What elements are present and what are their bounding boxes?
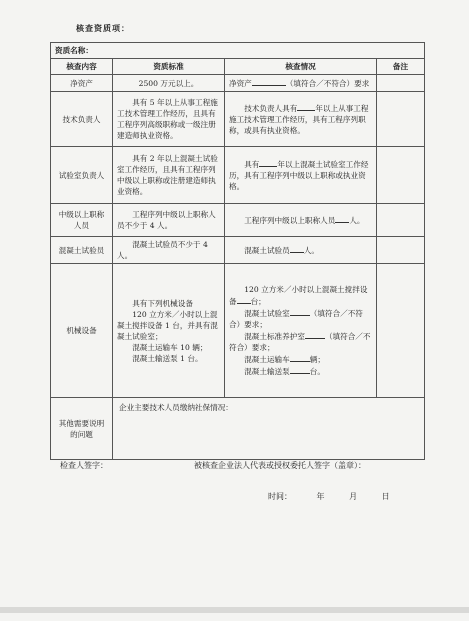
fill-blank[interactable]: [237, 295, 251, 304]
month-label: 月: [349, 492, 358, 501]
row-item: 混凝土试验员: [51, 237, 113, 264]
row-remark[interactable]: [377, 237, 425, 264]
table-row: [51, 237, 425, 264]
fill-blank[interactable]: [290, 353, 310, 362]
row-item: 技术负责人: [51, 92, 113, 147]
qualification-name-label: 资质名称：: [55, 46, 93, 55]
page-bottom-edge: [0, 607, 469, 613]
fill-blank[interactable]: [335, 214, 349, 223]
row-standard: 具有下列机械设备 120 立方米／小时以上混凝土搅拌设备 1 台，并具有混凝土试验室； 混凝土运输车 10 辆； 混凝土输送泵 1 台。: [113, 264, 225, 398]
row-remark[interactable]: [377, 75, 425, 92]
table-row-equipment: [51, 264, 425, 398]
fill-blank[interactable]: [290, 244, 304, 253]
fill-blank[interactable]: [252, 77, 286, 86]
header-result: 核查情况: [225, 59, 377, 75]
row-remark[interactable]: [377, 147, 425, 204]
row-standard: 具有 5 年以上从事工程施工技术管理工作经历，且具有工程序列高级职称或一级注册建造师执业资格。: [113, 92, 225, 147]
table-row-other: [51, 398, 425, 460]
row-remark[interactable]: [377, 204, 425, 237]
row-item: 机械设备: [51, 264, 113, 398]
row-item: 其他需要说明的问题: [51, 398, 113, 460]
row-result: 混凝土试验员 人。: [225, 237, 377, 264]
fill-blank[interactable]: [259, 158, 277, 167]
row-result: 具有 年以上混凝土试验室工作经历，具有工程序列中级以上职称或执业资格。: [225, 147, 377, 204]
table-row: [51, 204, 425, 237]
row-standard: 混凝土试验员不少于 4 人。: [113, 237, 225, 264]
row-standard: 2500 万元以上。: [113, 75, 225, 92]
fill-blank[interactable]: [305, 330, 325, 339]
fill-blank[interactable]: [297, 102, 315, 111]
inspection-table: [50, 42, 425, 460]
header-item: 核查内容: [51, 59, 113, 75]
row-item: 试验室负责人: [51, 147, 113, 204]
year-label: 年: [316, 492, 325, 501]
table-row: [51, 75, 425, 92]
fill-blank[interactable]: [290, 365, 310, 374]
inspector-signature-label: 检查人签字：: [60, 461, 108, 470]
qualification-name-row: [51, 43, 425, 59]
row-result: 工程序列中级以上职称人员 人。: [225, 204, 377, 237]
row-result: 120 立方米／小时以上混凝土搅拌设备 台； 混凝土试验室 （填符合／不符合）要求； 混凝土标准养护室 （填符合／不符合）要求； 混凝土运输车 辆； 混凝土输送泵 台。: [225, 264, 377, 398]
fill-blank[interactable]: [290, 307, 310, 316]
row-item: 净资产: [51, 75, 113, 92]
representative-signature-label: 被核查企业法人代表或授权委托人签字（盖章）：: [194, 461, 366, 470]
table-header-row: [51, 59, 425, 75]
row-remark[interactable]: [377, 92, 425, 147]
table-row: [51, 147, 425, 204]
section-title: 核查资质项：: [76, 23, 130, 33]
row-item: 中级以上职称人员: [51, 204, 113, 237]
header-remark: 备注: [377, 59, 425, 75]
day-label: 日: [381, 492, 390, 501]
time-label: 时间：: [268, 492, 292, 501]
header-standard: 资质标准: [113, 59, 225, 75]
row-standard: 具有 2 年以上混凝土试验室工作经历，且具有工程序列中级以上职称或注册建造师执业资格。: [113, 147, 225, 204]
row-result: 技术负责人具有 年以上从事工程施工技术管理工作经历，具有工程序列职称，或具有执业资格。: [225, 92, 377, 147]
time-row: [268, 491, 412, 503]
other-notes-field[interactable]: 企业主要技术人员缴纳社保情况：: [113, 398, 425, 460]
row-standard: 工程序列中级以上职称人员不少于 4 人。: [113, 204, 225, 237]
row-remark[interactable]: [377, 264, 425, 398]
row-result: 净资产 （填符合／不符合）要求: [225, 75, 377, 92]
table-row: [51, 92, 425, 147]
